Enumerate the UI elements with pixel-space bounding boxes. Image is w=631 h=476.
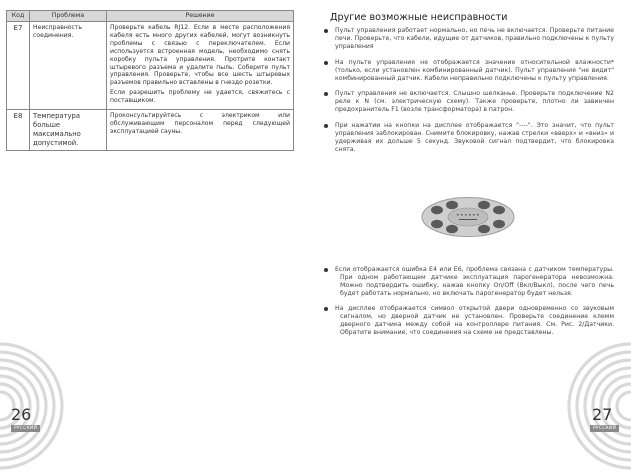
row-problem: Температура больше максимально допустимой.	[30, 110, 107, 151]
left-page	[0, 0, 315, 446]
bullet-icon	[324, 92, 328, 96]
item-text: При нажатии на кнопки на дисплее отображается "----". Это значит, что пульт управления заблокирован. Снимите блокировку, нажав стрелки «вверх» и «вниз» и удерживая их дольше 5 секунд. Звуковой сигнал подтвердит, что блокировка снята.	[335, 122, 614, 153]
page-number: 27	[592, 405, 613, 424]
bullet-icon	[324, 307, 328, 311]
list-item	[324, 122, 614, 154]
row-solution	[107, 22, 294, 110]
bullet-icon	[324, 124, 328, 128]
item-text: На пульте управления не отображается значение относительной влажности* (только, если установлен комбинированный датчик). Пульт управления "не видит" комбинированный датчик. Кабели неправильно подключены к пульту управления.	[335, 58, 614, 82]
right-page	[316, 0, 631, 446]
solution-paragraph: Проконсультируйтесь с электриком или обслуживающим персоналом перед следующей эксплуатацией сауны.	[110, 112, 290, 135]
item-text: Если отображается ошибка E4 или E6, проблема связана с датчиком температуры. При одном работающем датчике эксплуатация парогенератора невозможна. Можно подтвердить ошибку, нажав кнопку On/Off (Вкл/Выкл), после чего печь будет работать нормально, но включать парогенератор будет нельзя.	[335, 265, 614, 297]
row-code: E7	[7, 22, 30, 110]
row-solution	[107, 110, 294, 151]
issue-list	[324, 27, 614, 345]
language-label: РУССКИЙ	[11, 425, 40, 432]
bullet-icon	[324, 61, 328, 65]
troubleshooting-table	[6, 10, 294, 151]
table-row	[7, 110, 294, 151]
solution-paragraph: Проверьте кабель RJ12. Если в месте расположения кабеля есть много другиx кабелей, могут возникнуть проблемы с связью с переключателем. Если используется встроенная модель, необходимо снять коробку пульта управления. Протрите контакт штыревого разъема и удалите пыль. Соберите пульт управления. Проверьте, чтобы все шесть штыревых разъемов правильно вставлены в гнездо розетки.	[110, 24, 290, 87]
header-problem: Проблема	[30, 11, 107, 22]
page-number: 26	[11, 405, 32, 424]
section-title: Другие возможные неисправности	[330, 12, 508, 23]
table-row	[7, 22, 294, 110]
list-item	[324, 27, 614, 51]
solution-paragraph: Если разрешить проблему не удается, свяжитесь с поставщиком.	[110, 89, 290, 105]
row-code: E8	[7, 110, 30, 151]
table-header-row	[7, 11, 294, 22]
list-item	[324, 59, 614, 83]
item-text: Пульт управления работает нормально, но печь не включается. Проверьте питание печи. Проверьте, что кабели, идущие от датчиков, правильно подключены к пульту управления	[335, 27, 614, 50]
language-label: РУССКИЙ	[590, 425, 619, 432]
header-solution: Решение	[107, 11, 294, 22]
bullet-icon	[324, 268, 328, 272]
control-panel-illustration-icon	[420, 196, 516, 238]
list-item	[324, 90, 614, 114]
row-problem: Неисправность соединения.	[30, 22, 107, 110]
bullet-icon	[324, 29, 328, 33]
list-item	[324, 266, 614, 298]
item-text: На дисплее отображается символ открытой двери одновременно со звуковым сигналом, но дверной датчик не установлен. Проверьте соединение клемм дверного датчика между собой на контроллере питания. См. Рис. 2/Датчики. Обратите внимание, что соединения на схеме не представлены.	[335, 305, 614, 337]
item-text: Пульт управления не включается. Слышно шелканье. Проверьте подключение N2 реле к N (см. электрическую схему). Также проверьте, плотно ли завинчен предохранитель F1 (возле трансформатора) в патрон.	[335, 90, 614, 114]
header-code: Код	[7, 11, 30, 22]
list-item	[324, 305, 614, 337]
